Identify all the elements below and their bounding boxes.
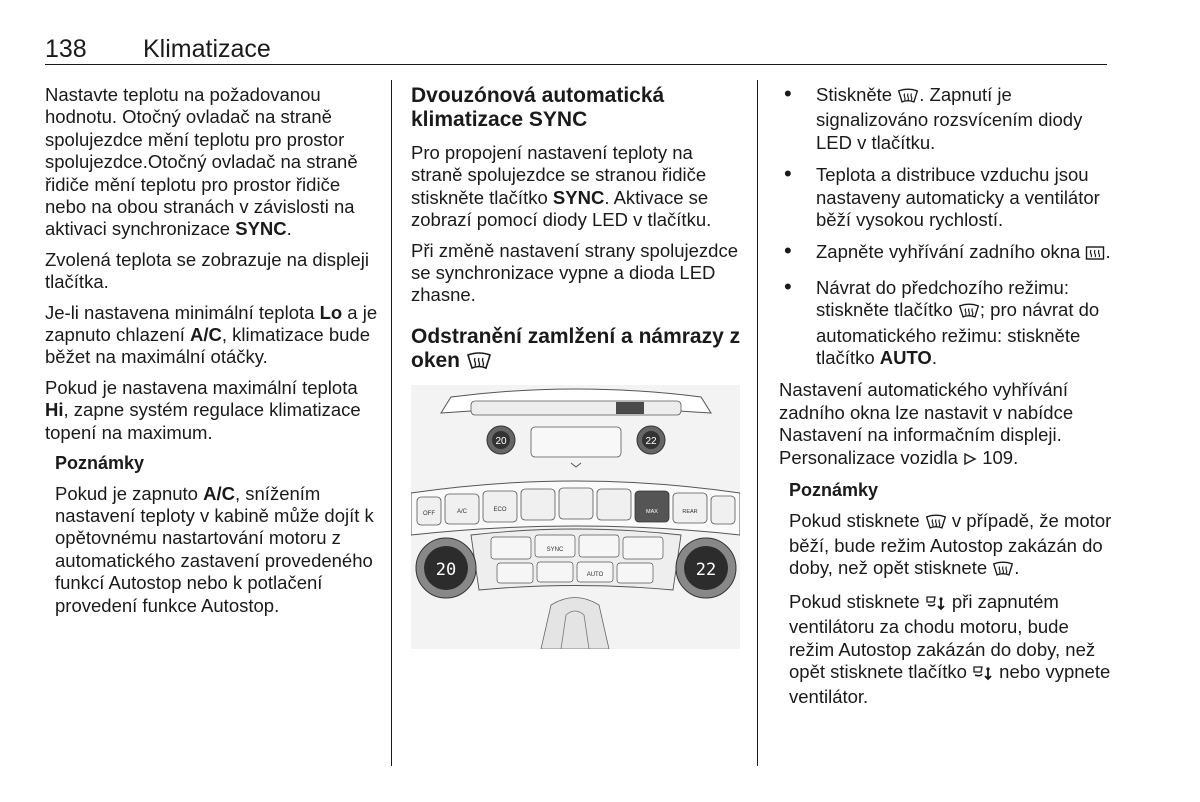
defrost-steps-list [779,84,1114,369]
button-ac: A/C [456,509,468,515]
page-reference-arrow-icon [963,449,977,471]
note-text: Pokud stisknete v případě, že motor běží, bude režim Autostop zakázán do doby, než opět stisknete . [789,510,1114,583]
paragraph-sync: Pro propojení nastavení teploty na straně spolujezdce se stranou řidiče stiskněte tlačítko SYNC. Aktivace se zobrazí pomocí diody LED v tlačítku. [411,142,712,231]
upper-display-left: 20 [495,436,507,447]
windscreen-defrost-icon [992,560,1014,582]
column-left [45,84,380,625]
fan-defrost-icon [972,664,994,686]
note-block [55,452,380,617]
button-rear: REAR [682,509,698,515]
button-sync: SYNC [546,547,564,553]
note-text: Pokud je zapnuto A/C, snížením nastavení teploty v kabině může dojít k opětovnému nastartování motoru z automatického zastavení provedeného funkcí Autostop nebo k potlačení provedení funkce Autostop. [55,482,374,616]
windscreen-defrost-icon [466,352,492,376]
button-auto: AUTO [586,572,604,578]
climate-panel-figure [411,385,740,649]
section-heading-sync: Dvouzónová automatická klimatizace SYNC [411,84,665,131]
list-item: • Stiskněte . Zapnutí je signalizováno rozsvícením diody LED v tlačítku. [779,84,1114,154]
list-item: • Návrat do předchozího režimu: stiskněte tlačítko ; pro návrat do automatického režimu: stiskněte tlačítko AUTO. [779,277,1114,370]
paragraph-sync-off: Při změně nastavení strany spolujezdce se synchronizace vypne a dioda LED zhasne. [411,239,739,306]
column-middle [411,84,746,386]
button-eco: ECO [493,507,507,513]
note-block [789,479,1114,709]
chapter-title: Klimatizace [143,35,271,63]
climate-panel-illustration [411,385,740,649]
button-max: MAX [646,509,658,515]
button-off: OFF [423,511,435,517]
column-right [779,84,1114,717]
windscreen-defrost-icon [897,87,919,109]
display-right: 22 [695,560,717,580]
note-title: Poznámky [55,453,145,474]
column-divider-2 [757,80,758,766]
page-number: 138 [45,35,87,63]
page-reference: 109 [982,446,1014,468]
windscreen-defrost-icon [958,302,980,324]
display-left: 20 [435,560,457,580]
paragraph-auto-rear-heating: Nastavení automatického vyhřívání zadního okna lze nastavit v nabídce Nastavení na informačním displeji. Personalizace vozidla 109. [779,379,1114,471]
upper-display-right: 22 [645,436,657,447]
paragraph-temperature-setting: Nastavte teplotu na požadovanou hodnotu. Otočný ovladač na straně spolujezdce mění teplotu pro prostor spolujezdce.Otočný ovladač na straně řidiče mění teplotu pro prostor řidiče nebo na obou stranách v závislosti na aktivaci synchronizace SYNC. [45,84,358,240]
rear-window-heating-icon [1085,244,1105,266]
paragraph-display: Zvolená teplota se zobrazuje na displeji tlačítka. [45,248,369,293]
paragraph-lo: Je-li nastavena minimální teplota Lo a je zapnuto chlazení A/C, klimatizace bude běžet na maximální otáčky. [45,301,378,368]
fan-defrost-icon [925,594,947,616]
list-item: • Teplota a distribuce vzduchu jsou nastaveny automaticky a ventilátor běží vysokou rychlostí. [779,164,1114,231]
note-text: Pokud stisknete při zapnutém ventilátoru za chodu motoru, bude režim Autostop zakázán do doby, než opět stisknete tlačítko nebo vypnete ventilátor. [789,590,1111,708]
section-heading-defrost: Odstranění zamlžení a námrazy z oken [411,325,746,376]
page-header [45,34,1107,65]
note-title: Poznámky [789,480,879,501]
paragraph-hi: Pokud je nastavena maximální teplota Hi, zapne systém regulace klimatizace topení na maximum. [45,376,361,443]
list-item: • Zapněte vyhřívání zadního okna . [779,241,1114,266]
column-divider-1 [391,80,392,766]
windscreen-defrost-icon [925,513,947,535]
sync-label: SYNC [235,218,287,240]
